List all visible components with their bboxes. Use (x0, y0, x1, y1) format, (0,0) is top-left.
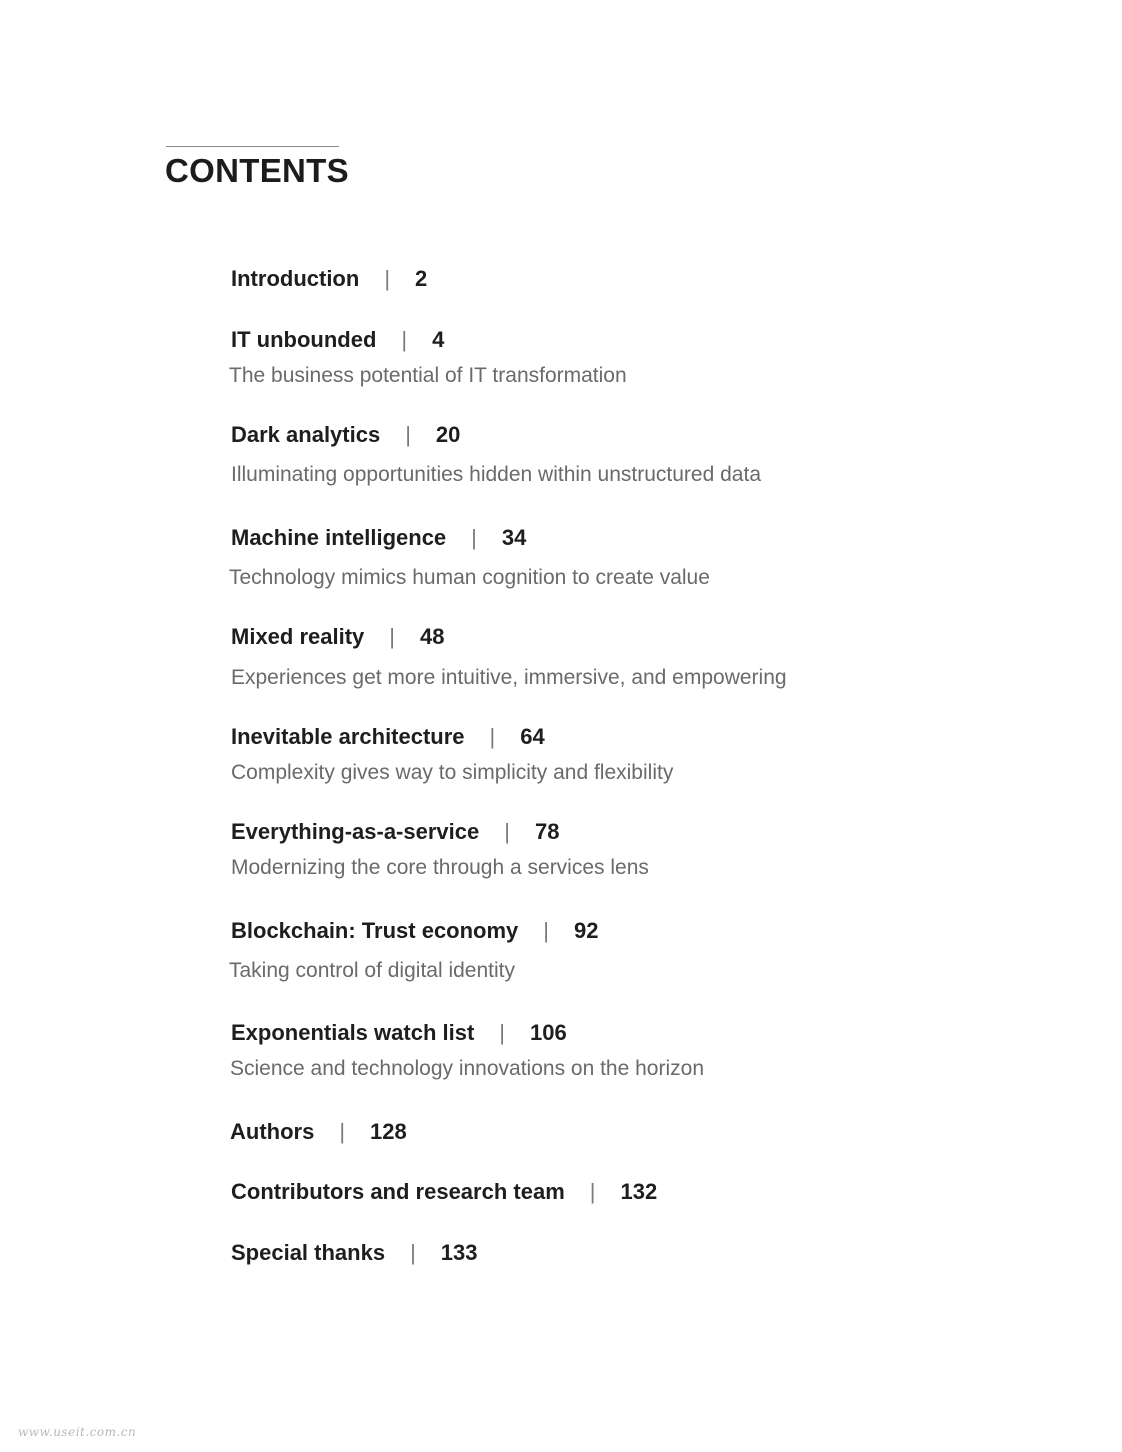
toc-separator: | (543, 918, 550, 943)
toc-entry-subtitle: Taking control of digital identity (229, 959, 515, 982)
toc-entry-subtitle: The business potential of IT transformation (229, 364, 627, 387)
toc-entry-heading (231, 624, 444, 650)
toc-entry-title: Machine intelligence (231, 525, 447, 550)
toc-entry-machine-intelligence[interactable] (229, 525, 710, 589)
toc-entry-subtitle: Technology mimics human cognition to create value (229, 566, 710, 589)
toc-entry-title: Mixed reality (231, 624, 365, 649)
toc-separator: | (401, 327, 408, 352)
watermark: www.useit.com.cn (18, 1425, 137, 1439)
toc-entry-subtitle: Modernizing the core through a services lens (231, 856, 649, 879)
toc-entry-blockchain[interactable] (229, 918, 599, 982)
toc-entry-heading (231, 1020, 567, 1046)
toc-entry-title: Contributors and research team (231, 1179, 565, 1204)
toc-entry-heading (231, 422, 460, 448)
toc-entry-page: 34 (501, 525, 527, 550)
toc-separator: | (471, 525, 477, 550)
toc-entry-heading (231, 1179, 657, 1205)
toc-entry-title: IT unbounded (231, 327, 377, 352)
toc-separator: | (410, 1240, 416, 1265)
toc-separator: | (504, 819, 510, 844)
toc-entry-heading (230, 1119, 407, 1145)
toc-separator: | (405, 422, 411, 447)
toc-separator: | (589, 1179, 596, 1204)
toc-entry-heading (231, 819, 559, 845)
toc-separator: | (339, 1119, 346, 1144)
toc-entry-subtitle: Complexity gives way to simplicity and flexibility (231, 761, 674, 784)
toc-separator: | (389, 624, 395, 649)
toc-entry-heading (231, 525, 526, 551)
toc-entry-heading (231, 1240, 478, 1266)
toc-entry-page: 78 (534, 819, 560, 844)
toc-entry-mixed-reality[interactable] (231, 624, 787, 689)
toc-entry-subtitle: Science and technology innovations on the horizon (230, 1057, 704, 1080)
title-rule (166, 146, 339, 147)
toc-entry-contributors[interactable] (231, 1179, 657, 1205)
toc-entry-page: 48 (420, 624, 445, 649)
toc-entry-page: 64 (520, 724, 545, 749)
toc-separator: | (384, 266, 391, 291)
toc-entry-heading (231, 266, 427, 292)
toc-entry-page: 106 (530, 1020, 567, 1045)
toc-entry-subtitle: Illuminating opportunities hidden within unstructured data (231, 463, 761, 486)
toc-entry-introduction[interactable] (231, 266, 427, 292)
toc-entry-title: Authors (230, 1119, 315, 1144)
toc-entry-heading (231, 918, 599, 944)
toc-entry-authors[interactable] (230, 1119, 407, 1145)
toc-entry-heading (231, 724, 545, 750)
toc-entry-page: 20 (435, 422, 461, 447)
toc-entry-title: Everything-as-a-service (231, 819, 480, 844)
toc-entry-dark-analytics[interactable] (231, 422, 761, 486)
toc-entry-title: Blockchain: Trust economy (231, 918, 519, 943)
toc-entry-page: 133 (440, 1240, 478, 1265)
toc-entry-title: Exponentials watch list (231, 1020, 475, 1045)
toc-entry-page: 128 (370, 1119, 407, 1144)
toc-entry-inevitable-architecture[interactable] (231, 724, 674, 784)
toc-separator: | (489, 724, 496, 749)
toc-entry-title: Special thanks (231, 1240, 386, 1265)
toc-entry-page: 4 (432, 327, 445, 352)
toc-entry-title: Dark analytics (231, 422, 381, 447)
toc-separator: | (499, 1020, 505, 1045)
toc-entry-title: Inevitable architecture (231, 724, 465, 749)
toc-entry-subtitle: Experiences get more intuitive, immersive, and empowering (231, 666, 787, 689)
toc-entry-page: 132 (620, 1179, 658, 1204)
toc-entry-page: 2 (415, 266, 428, 291)
toc-entry-page: 92 (574, 918, 599, 943)
toc-entry-special-thanks[interactable] (231, 1240, 478, 1266)
toc-entry-exponentials-watch-list[interactable] (230, 1020, 704, 1080)
toc-entry-everything-as-a-service[interactable] (231, 819, 649, 879)
toc-entry-it-unbounded[interactable] (229, 327, 627, 387)
toc-entry-title: Introduction (231, 266, 360, 291)
page-title: CONTENTS (165, 152, 349, 189)
toc-entry-heading (231, 327, 444, 353)
